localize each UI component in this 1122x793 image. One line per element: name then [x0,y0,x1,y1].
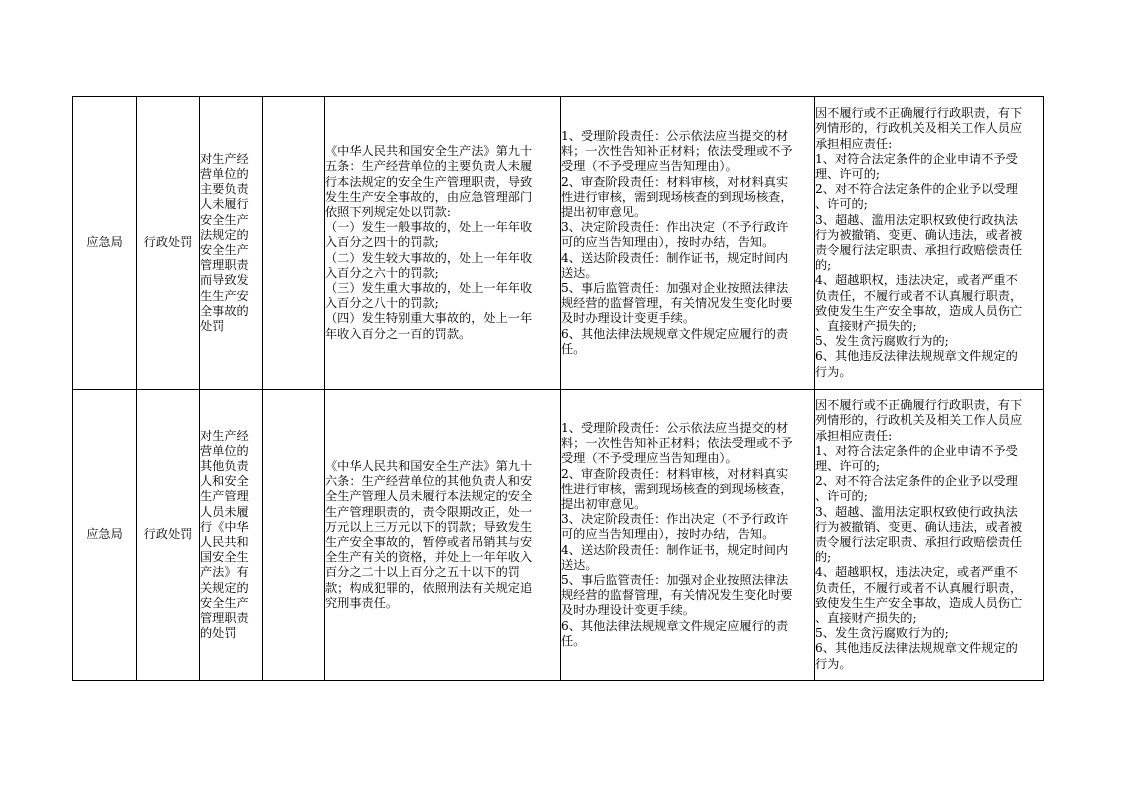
text-line: 安全生产 [200,212,249,227]
text-line: 行为。 [815,656,852,671]
text-line: 入百分之四十的罚款; [325,235,439,250]
text-line: 处罚 [200,319,225,334]
responsibility-table [72,96,1044,681]
text-line: 的处罚 [200,626,237,641]
text-line: 受理（不予受理应当告知理由）。 [561,451,738,466]
text-line: 生产管理职责的，责令限期改正，处一 [325,504,533,519]
text-line: 产法》有 [200,565,249,580]
text-line: 全事故的 [200,303,249,318]
department-cell: 应急局 [73,390,137,681]
text-line: 致使发生生产安全事故，造成人员伤亡 [815,303,1023,318]
text-line: 6、其他违反法律法规规章文件规定的 [815,641,1018,656]
text-line: 2、对不符合法定条件的企业予以受理 [815,182,1018,197]
text-line: 理、许可的; [815,166,881,181]
text-line: 营单位的 [200,166,249,181]
text-line: 3、超越、滥用法定职权致使行政执法 [815,212,1018,227]
text-line: 6、其他违反法律法规规章文件规定的 [815,349,1018,364]
text-line: 6、其他法律法规规章文件规定应履行的责 [561,326,789,341]
text-line: 性进行审核，需到现场核查的到现场核查， [561,189,793,204]
text-line: 全生产管理人员未履行本法规定的安全 [325,489,533,504]
text-line: 3、决定阶段责任：作出决定（不予行政许 [561,220,789,235]
text-line: 负责任，不履行或者不认真履行职责， [815,580,1023,595]
text-line: 、许可的; [815,489,868,504]
text-line: 3、决定阶段责任：作出决定（不予行政许 [561,512,789,527]
text-line: 的; [815,550,832,565]
text-line: 全生产有关的资格，并处上一年年收入 [325,550,533,565]
text-line: 3、超越、滥用法定职权致使行政执法 [815,504,1018,519]
text-line: （一）发生一般事故的，处上一年年收 [325,220,533,235]
accountability-cell [815,390,1044,681]
text-line: 行为被撤销、变更、确认违法，或者被 [815,227,1023,242]
text-line: 主要负责 [200,182,249,197]
text-line: 、直接财产损失的; [815,611,917,626]
text-line: 人和安全 [200,474,249,489]
text-line: 2、审查阶段责任：材料审核，对材料真实 [561,466,789,481]
text-line: 、直接财产损失的; [815,319,917,334]
text-line: 4、超越职权，违法决定，或者严重不 [815,565,1018,580]
table-row [73,97,1044,390]
text-line: 列情形的，行政机关及相关工作人员应 [815,413,1023,428]
text-line: 承担相应责任: [815,428,893,443]
item-name-cell [200,97,263,390]
text-line: 5、发生贪污腐败行为的; [815,626,949,641]
text-line: 列情形的，行政机关及相关工作人员应 [815,121,1023,136]
text-line: 4、超越职权，违法决定，或者严重不 [815,273,1018,288]
text-line: 理、许可的; [815,458,881,473]
legal-basis-cell [325,97,561,390]
text-line: 5、发生贪污腐败行为的; [815,334,949,349]
text-line: 万元以上三万元以下的罚款；导致发生 [325,519,533,534]
category-cell: 行政处罚 [137,97,200,390]
text-line: 因不履行或不正确履行行政职责，有下 [815,106,1023,121]
text-line: 法规定的 [200,227,249,242]
table-row [73,390,1044,681]
text-line: 款；构成犯罪的，依照刑法有关规定追 [325,580,533,595]
text-line: 入百分之八十的罚款; [325,296,439,311]
text-line: 因不履行或不正确履行行政职责，有下 [815,398,1023,413]
text-line: 承担相应责任: [815,136,893,151]
text-line: 4、送达阶段责任：制作证书，规定时间内 [561,542,789,557]
text-line: 发生生产安全事故的，由应急管理部门 [325,189,533,204]
text-line: 生生产安 [200,288,249,303]
text-line: 及时办理设计变更手续。 [561,603,696,618]
text-line: 《中华人民共和国安全生产法》第九十 [325,144,533,159]
text-line: 责令履行法定职责、承担行政赔偿责任 [815,243,1023,257]
text-line: 生产安全事故的，暂停或者吊销其与安 [325,535,533,549]
text-line: 可的应当告知理由），按时办结，告知。 [561,527,775,542]
legal-basis-cell [325,390,561,681]
text-line: 5、事后监管责任：加强对企业按照法律法 [561,281,789,295]
text-line: 五条：生产经营单位的主要负责人未履 [325,159,533,174]
text-line: 生产管理 [200,489,249,504]
text-line: 1、受理阶段责任：公示依法应当提交的材 [561,128,789,143]
text-line: 行为被撤销、变更、确认违法，或者被 [815,519,1023,534]
responsibility-cell [561,390,815,681]
text-line: 性进行审核，需到现场核查的到现场核查， [561,481,793,496]
text-line: 料；一次性告知补正材料；依法受理或不予 [561,144,793,159]
text-line: （三）发生重大事故的，处上一年年收 [325,281,533,295]
text-line: 及时办理设计变更手续。 [561,311,696,326]
text-line: 任。 [561,341,586,356]
text-line: 年收入百分之一百的罚款。 [325,326,472,341]
responsibility-cell [561,97,815,390]
text-line: 、许可的; [815,197,868,212]
text-line: 行为。 [815,364,852,379]
text-line: 送达。 [561,265,598,280]
text-line: 致使发生生产安全事故，造成人员伤亡 [815,595,1023,610]
text-line: 5、事后监管责任：加强对企业按照法律法 [561,573,789,587]
text-line: 国安全生 [200,550,249,565]
text-line: 《中华人民共和国安全生产法》第九十 [325,458,533,473]
text-line: 人民共和 [200,535,249,549]
text-line: 责令履行法定职责、承担行政赔偿责任 [815,535,1023,549]
text-line: 人员未履 [200,504,249,519]
blank-cell [263,390,325,681]
text-line: 料；一次性告知补正材料；依法受理或不予 [561,436,793,451]
text-line: 依照下列规定处以罚款: [325,204,451,219]
text-line: 管理职责 [200,611,249,626]
text-line: 可的应当告知理由），按时办结，告知。 [561,235,775,250]
text-line: 提出初审意见。 [561,204,647,219]
text-line: 对生产经 [200,151,249,166]
text-line: 百分之二十以上百分之五十以下的罚 [325,565,520,580]
text-line: 入百分之六十的罚款; [325,265,439,280]
text-line: 提出初审意见。 [561,496,647,511]
text-line: 对生产经 [200,428,249,443]
text-line: 六条：生产经营单位的其他负责人和安 [325,474,533,489]
text-line: 规经营的监督管理，有关情况发生变化时要 [561,296,793,311]
text-line: 营单位的 [200,443,249,458]
text-line: 关规定的 [200,580,249,595]
text-line: 2、审查阶段责任：材料审核，对材料真实 [561,174,789,189]
item-name-cell [200,390,263,681]
text-line: 受理（不予受理应当告知理由）。 [561,159,738,174]
text-line: 行《中华 [200,519,249,534]
text-line: 安全生产 [200,595,249,610]
blank-cell [263,97,325,390]
text-line: 4、送达阶段责任：制作证书，规定时间内 [561,250,789,265]
text-line: 而导致发 [200,273,249,288]
text-line: 行本法规定的安全生产管理职责，导致 [325,174,533,189]
department-cell: 应急局 [73,97,137,390]
category-cell: 行政处罚 [137,390,200,681]
text-line: 的; [815,258,832,273]
text-line: 1、对符合法定条件的企业申请不予受 [815,443,1018,458]
text-line: 1、对符合法定条件的企业申请不予受 [815,151,1018,166]
text-line: 管理职责 [200,258,249,273]
text-line: （四）发生特别重大事故的，处上一年 [325,311,533,326]
text-line: 规经营的监督管理，有关情况发生变化时要 [561,588,793,603]
text-line: 安全生产 [200,243,249,257]
text-line: 人未履行 [200,197,249,212]
text-line: 负责任，不履行或者不认真履行职责， [815,288,1023,303]
text-line: 究刑事责任。 [325,595,399,610]
text-line: 2、对不符合法定条件的企业予以受理 [815,474,1018,489]
accountability-cell [815,97,1044,390]
text-line: 任。 [561,633,586,648]
text-line: （二）发生较大事故的，处上一年年收 [325,250,533,265]
text-line: 1、受理阶段责任：公示依法应当提交的材 [561,420,789,435]
text-line: 其他负责 [200,458,249,473]
text-line: 送达。 [561,557,598,572]
text-line: 6、其他法律法规规章文件规定应履行的责 [561,618,789,633]
